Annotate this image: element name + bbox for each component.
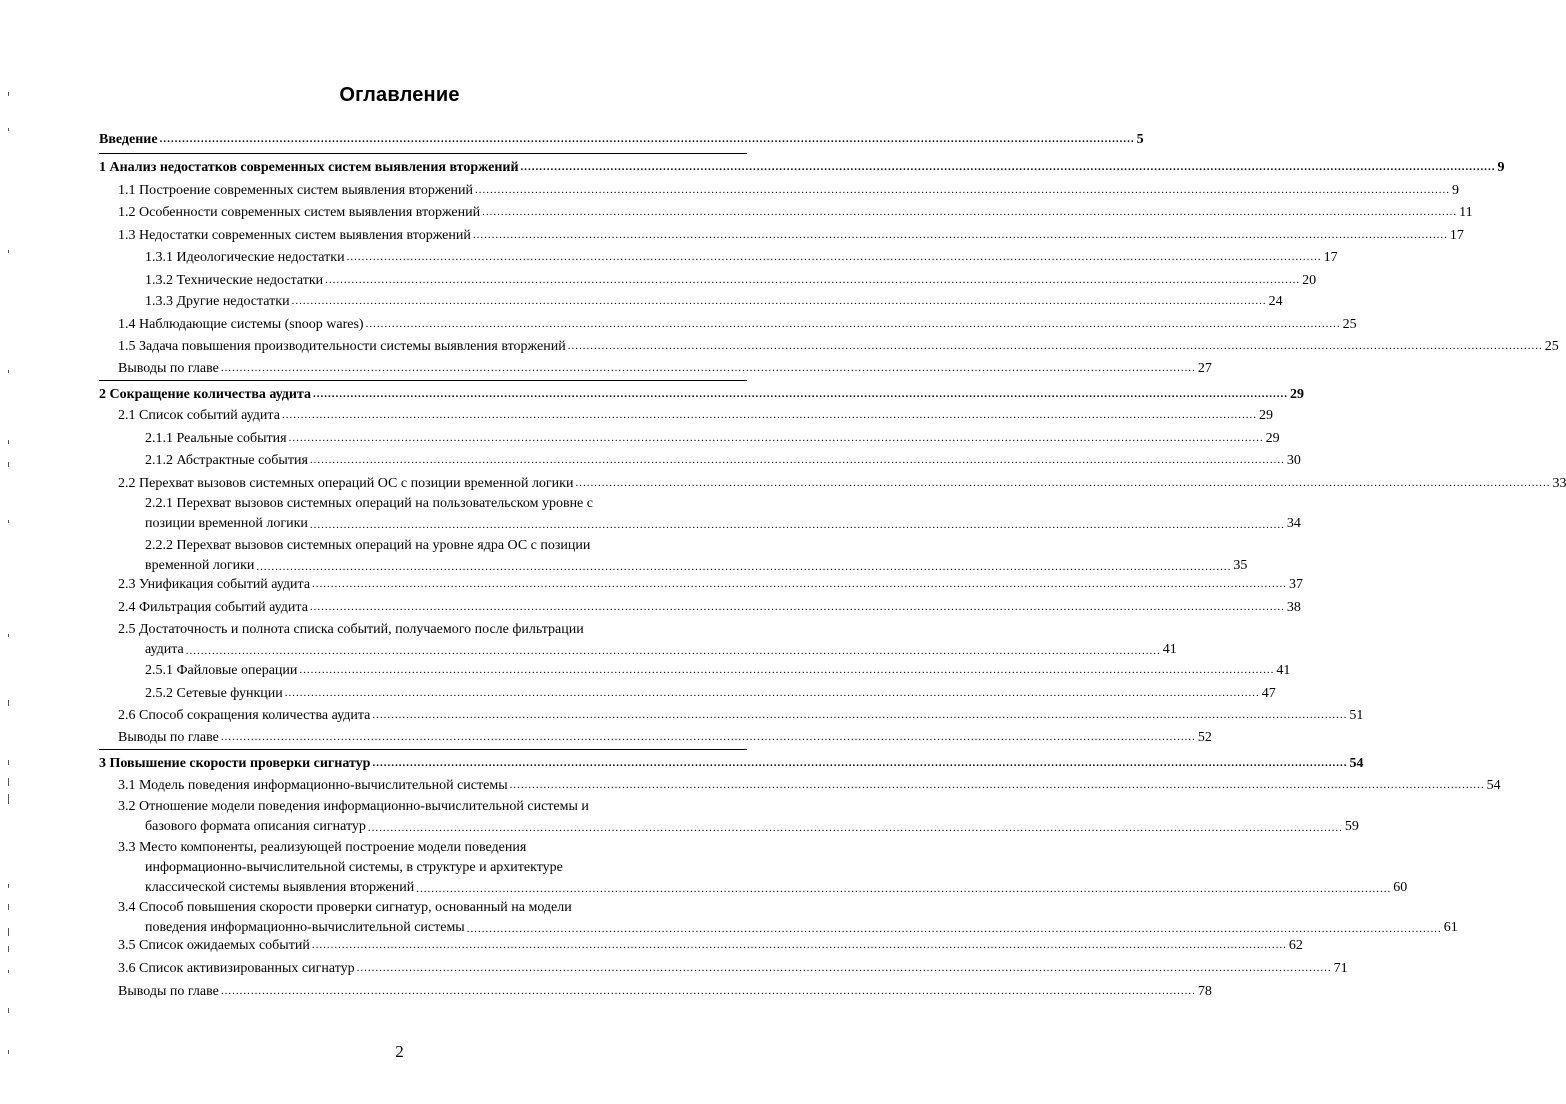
toc-entry-line: 2.2.2 Перехват вызовов системных операций на уровне ядра ОС с позиции — [145, 538, 591, 553]
toc-entry-26 — [99, 755, 1364, 772]
toc-page-number: 5 — [1136, 132, 1144, 147]
dot-leader: .................................................................................................................................................................................................................................................................... — [220, 985, 1196, 997]
dot-leader: .................................................................................................................................................................................................................................................................... — [299, 664, 1275, 676]
toc-entry-30 — [118, 898, 1458, 938]
toc-entry-line: 2.5 Достаточность и полнота списка событий, получаемого после фильтрации — [118, 622, 584, 637]
chapter-divider — [99, 749, 747, 750]
scan-speck — [8, 1008, 9, 1013]
toc-entry-7 — [145, 272, 1317, 289]
page-number: 2 — [395, 1042, 404, 1061]
scan-speck — [8, 700, 9, 706]
toc-page-number: 37 — [1289, 577, 1304, 592]
dot-leader: .................................................................................................................................................................................................................................................................... — [365, 318, 1341, 330]
toc-entry-2 — [99, 159, 1505, 176]
dot-leader: .................................................................................................................................................................................................................................................................... — [475, 184, 1451, 196]
toc-entry-label: Выводы по главе — [118, 361, 219, 376]
toc-entry-label: 2.5.2 Сетевые функции — [145, 686, 283, 701]
toc-page-number: 47 — [1261, 686, 1276, 701]
scan-speck — [8, 1050, 9, 1054]
toc-entry-label: 2.1.1 Реальные события — [145, 431, 287, 446]
dot-leader: .................................................................................................................................................................................................................................................................... — [281, 409, 1257, 421]
toc-entry-line: информационно-вычислительной системы, в структуре и архитектуре — [145, 860, 563, 875]
toc-entry-label: 2.1.2 Абстрактные события — [145, 453, 308, 468]
toc-page-number: 61 — [1443, 920, 1458, 935]
scan-speck — [8, 250, 9, 253]
dot-leader: .................................................................................................................................................................................................................................................................... — [372, 709, 1348, 721]
toc-page-number: 27 — [1197, 361, 1212, 376]
toc-page-number: 41 — [1276, 663, 1291, 678]
toc-page-number: 33 — [1552, 476, 1566, 491]
toc-entry-line: временной логики — [145, 558, 255, 573]
toc-page-number: 20 — [1302, 273, 1317, 288]
toc-page-number: 78 — [1197, 984, 1212, 999]
scan-speck — [8, 904, 9, 910]
toc-entry-20 — [118, 599, 1301, 616]
dot-leader: .................................................................................................................................................................................................................................................................... — [185, 645, 1161, 657]
toc-entry-27 — [118, 777, 1501, 794]
toc-entry-label: 1 Анализ недостатков современных систем выявления вторжений — [99, 160, 519, 175]
toc-entry-label: 2.5.1 Файловые операции — [145, 663, 298, 678]
toc-entry-line: поведения информационно-вычислительной системы — [145, 920, 465, 935]
toc-entry-line: 3.4 Способ повышения скорости проверки сигнатур, основанный на модели — [118, 900, 572, 915]
toc-entry-28 — [118, 797, 1359, 837]
toc-entry-8 — [145, 293, 1283, 310]
toc-entry-21 — [118, 620, 1177, 660]
toc-entry-line: 3.3 Место компоненты, реализующей построение модели поведения — [118, 840, 527, 855]
toc-entry-label: 3 Повышение скорости проверки сигнатур — [99, 756, 371, 771]
toc-entry-14 — [145, 430, 1280, 447]
toc-entry-29 — [118, 838, 1408, 898]
toc-entry-label: 2.1 Список событий аудита — [118, 408, 280, 423]
toc-entry-label: 2.6 Способ сокращения количества аудита — [118, 708, 371, 723]
dot-leader: .................................................................................................................................................................................................................................................................... — [309, 519, 1285, 531]
toc-page-number: 25 — [1342, 317, 1357, 332]
toc-entry-label: 1.1 Построение современных систем выявления вторжений — [118, 183, 474, 198]
scan-speck — [8, 778, 9, 786]
toc-page-number: 24 — [1268, 294, 1283, 309]
dot-leader: .................................................................................................................................................................................................................................................................... — [416, 883, 1392, 895]
dot-leader: .................................................................................................................................................................................................................................................................... — [325, 274, 1301, 286]
scan-speck — [8, 884, 9, 888]
toc-entry-25 — [118, 729, 1212, 746]
scan-speck — [8, 462, 9, 467]
dot-leader: .................................................................................................................................................................................................................................................................... — [291, 295, 1267, 307]
toc-page-number: 71 — [1333, 961, 1348, 976]
toc-entry-9 — [118, 316, 1357, 333]
scan-margin-marks — [0, 0, 20, 1104]
toc-entry-label: 2 Сокращение количества аудита — [99, 387, 311, 402]
toc-page-number: 9 — [1497, 160, 1505, 175]
toc-entry-6 — [145, 249, 1338, 266]
scan-speck — [8, 634, 9, 637]
dot-leader: .................................................................................................................................................................................................................................................................... — [311, 939, 1287, 951]
dot-leader: .................................................................................................................................................................................................................................................................... — [466, 923, 1442, 935]
toc-entry-23 — [145, 685, 1276, 702]
dot-leader: .................................................................................................................................................................................................................................................................... — [309, 601, 1285, 613]
dot-leader: .................................................................................................................................................................................................................................................................... — [312, 578, 1288, 590]
toc-page-number: 38 — [1286, 600, 1301, 615]
toc-entry-22 — [145, 662, 1291, 679]
toc-entry-15 — [145, 452, 1301, 469]
dot-leader: .................................................................................................................................................................................................................................................................... — [482, 206, 1458, 218]
toc-entry-24 — [118, 707, 1364, 724]
toc-page-number: 51 — [1349, 708, 1364, 723]
toc-entry-11 — [118, 360, 1212, 377]
toc-entry-label: 1.3.1 Идеологические недостатки — [145, 250, 345, 265]
scan-speck — [8, 794, 9, 804]
toc-entry-31 — [118, 937, 1303, 954]
toc-page-number: 54 — [1349, 756, 1364, 771]
toc-entry-label: 2.2 Перехват вызовов системных операций ОС с позиции временной логики — [118, 476, 574, 491]
toc-page-number: 25 — [1544, 339, 1559, 354]
toc-entry-line: позиции временной логики — [145, 516, 308, 531]
toc-entry-16 — [118, 475, 1566, 492]
dot-leader: .................................................................................................................................................................................................................................................................... — [346, 251, 1322, 263]
toc-page-number: 54 — [1486, 778, 1501, 793]
toc-page-number: 11 — [1459, 205, 1473, 220]
toc-entry-5 — [118, 227, 1464, 244]
scan-speck — [8, 370, 9, 373]
dot-leader: .................................................................................................................................................................................................................................................................... — [284, 687, 1260, 699]
toc-page-number: 35 — [1233, 558, 1248, 573]
scan-speck — [8, 946, 9, 952]
toc-entry-17 — [145, 494, 1301, 534]
toc-entry-label: Введение — [99, 132, 158, 147]
toc-entry-label: 1.4 Наблюдающие системы (snoop wares) — [118, 317, 364, 332]
dot-leader: .................................................................................................................................................................................................................................................................... — [220, 731, 1196, 743]
scan-speck — [8, 520, 9, 523]
toc-entry-label: Выводы по главе — [118, 730, 219, 745]
toc-entry-12 — [99, 386, 1304, 403]
toc-page-number: 62 — [1288, 938, 1303, 953]
toc-entry-label: 3.5 Список ожидаемых событий — [118, 938, 310, 953]
toc-page-number: 9 — [1452, 183, 1460, 198]
dot-leader: .................................................................................................................................................................................................................................................................... — [356, 962, 1332, 974]
dot-leader: .................................................................................................................................................................................................................................................................... — [575, 477, 1551, 489]
scan-speck — [8, 440, 9, 444]
toc-entry-label: 2.4 Фильтрация событий аудита — [118, 600, 308, 615]
dot-leader: .................................................................................................................................................................................................................................................................... — [509, 779, 1485, 791]
chapter-divider — [99, 380, 747, 381]
dot-leader: .................................................................................................................................................................................................................................................................... — [256, 561, 1232, 573]
dot-leader: .................................................................................................................................................................................................................................................................... — [159, 133, 1135, 145]
toc-entry-13 — [118, 407, 1273, 424]
toc-entry-label: Выводы по главе — [118, 984, 219, 999]
toc-page-number: 34 — [1286, 516, 1301, 531]
page-title: Оглавление — [339, 84, 460, 106]
toc-entry-line: базового формата описания сигнатур — [145, 819, 366, 834]
dot-leader: .................................................................................................................................................................................................................................................................... — [367, 822, 1343, 834]
toc-entry-10 — [118, 338, 1559, 355]
dot-leader: .................................................................................................................................................................................................................................................................... — [567, 340, 1543, 352]
chapter-divider — [99, 153, 747, 154]
dot-leader: .................................................................................................................................................................................................................................................................... — [372, 757, 1348, 769]
dot-leader: .................................................................................................................................................................................................................................................................... — [309, 454, 1285, 466]
toc-entry-label: 1.3.2 Технические недостатки — [145, 273, 324, 288]
scan-speck — [8, 92, 9, 96]
toc-entry-label: 3.6 Список активизированных сигнатур — [118, 961, 355, 976]
toc-entry-label: 2.3 Унификация событий аудита — [118, 577, 311, 592]
toc-entry-label: 1.3 Недостатки современных систем выявления вторжений — [118, 228, 471, 243]
scan-speck — [8, 760, 9, 765]
toc-entry-33 — [118, 983, 1212, 1000]
dot-leader: .................................................................................................................................................................................................................................................................... — [472, 229, 1448, 241]
toc-entry-label: 1.2 Особенности современных систем выявления вторжений — [118, 205, 481, 220]
toc-entry-line: аудита — [145, 642, 184, 657]
toc-page-number: 29 — [1258, 408, 1273, 423]
toc-page-number: 41 — [1162, 642, 1177, 657]
toc-entry-line: классической системы выявления вторжений — [145, 880, 415, 895]
dot-leader: .................................................................................................................................................................................................................................................................... — [288, 432, 1264, 444]
toc-page-number: 59 — [1344, 819, 1359, 834]
toc-entry-label: 3.1 Модель поведения информационно-вычислительной системы — [118, 778, 508, 793]
toc-entry-line: 3.2 Отношение модели поведения информационно-вычислительной системы и — [118, 799, 589, 814]
toc-entry-18 — [145, 536, 1248, 576]
toc-page-number: 17 — [1449, 228, 1464, 243]
toc-page-number: 60 — [1393, 880, 1408, 895]
dot-leader: .................................................................................................................................................................................................................................................................... — [220, 362, 1196, 374]
scan-speck — [8, 970, 9, 973]
scan-speck — [8, 928, 9, 936]
toc-page-number: 29 — [1290, 387, 1304, 402]
toc-entry-4 — [118, 204, 1473, 221]
toc-entry-label: 1.5 Задача повышения производительности системы выявления вторжений — [118, 339, 566, 354]
toc-entry-3 — [118, 182, 1460, 199]
toc-page-number: 17 — [1323, 250, 1338, 265]
toc-page-number: 29 — [1265, 431, 1280, 446]
toc-entry-32 — [118, 960, 1348, 977]
dot-leader: .................................................................................................................................................................................................................................................................... — [520, 161, 1496, 173]
toc-page-number: 30 — [1286, 453, 1301, 468]
toc-entry-19 — [118, 576, 1304, 593]
toc-entry-line: 2.2.1 Перехват вызовов системных операций на пользовательском уровне с — [145, 496, 593, 511]
dot-leader: .................................................................................................................................................................................................................................................................... — [313, 388, 1288, 400]
toc-entry-label: 1.3.3 Другие недостатки — [145, 294, 290, 309]
toc-entry-1 — [99, 131, 1144, 148]
toc-page-number: 52 — [1197, 730, 1212, 745]
scan-speck — [8, 128, 9, 131]
